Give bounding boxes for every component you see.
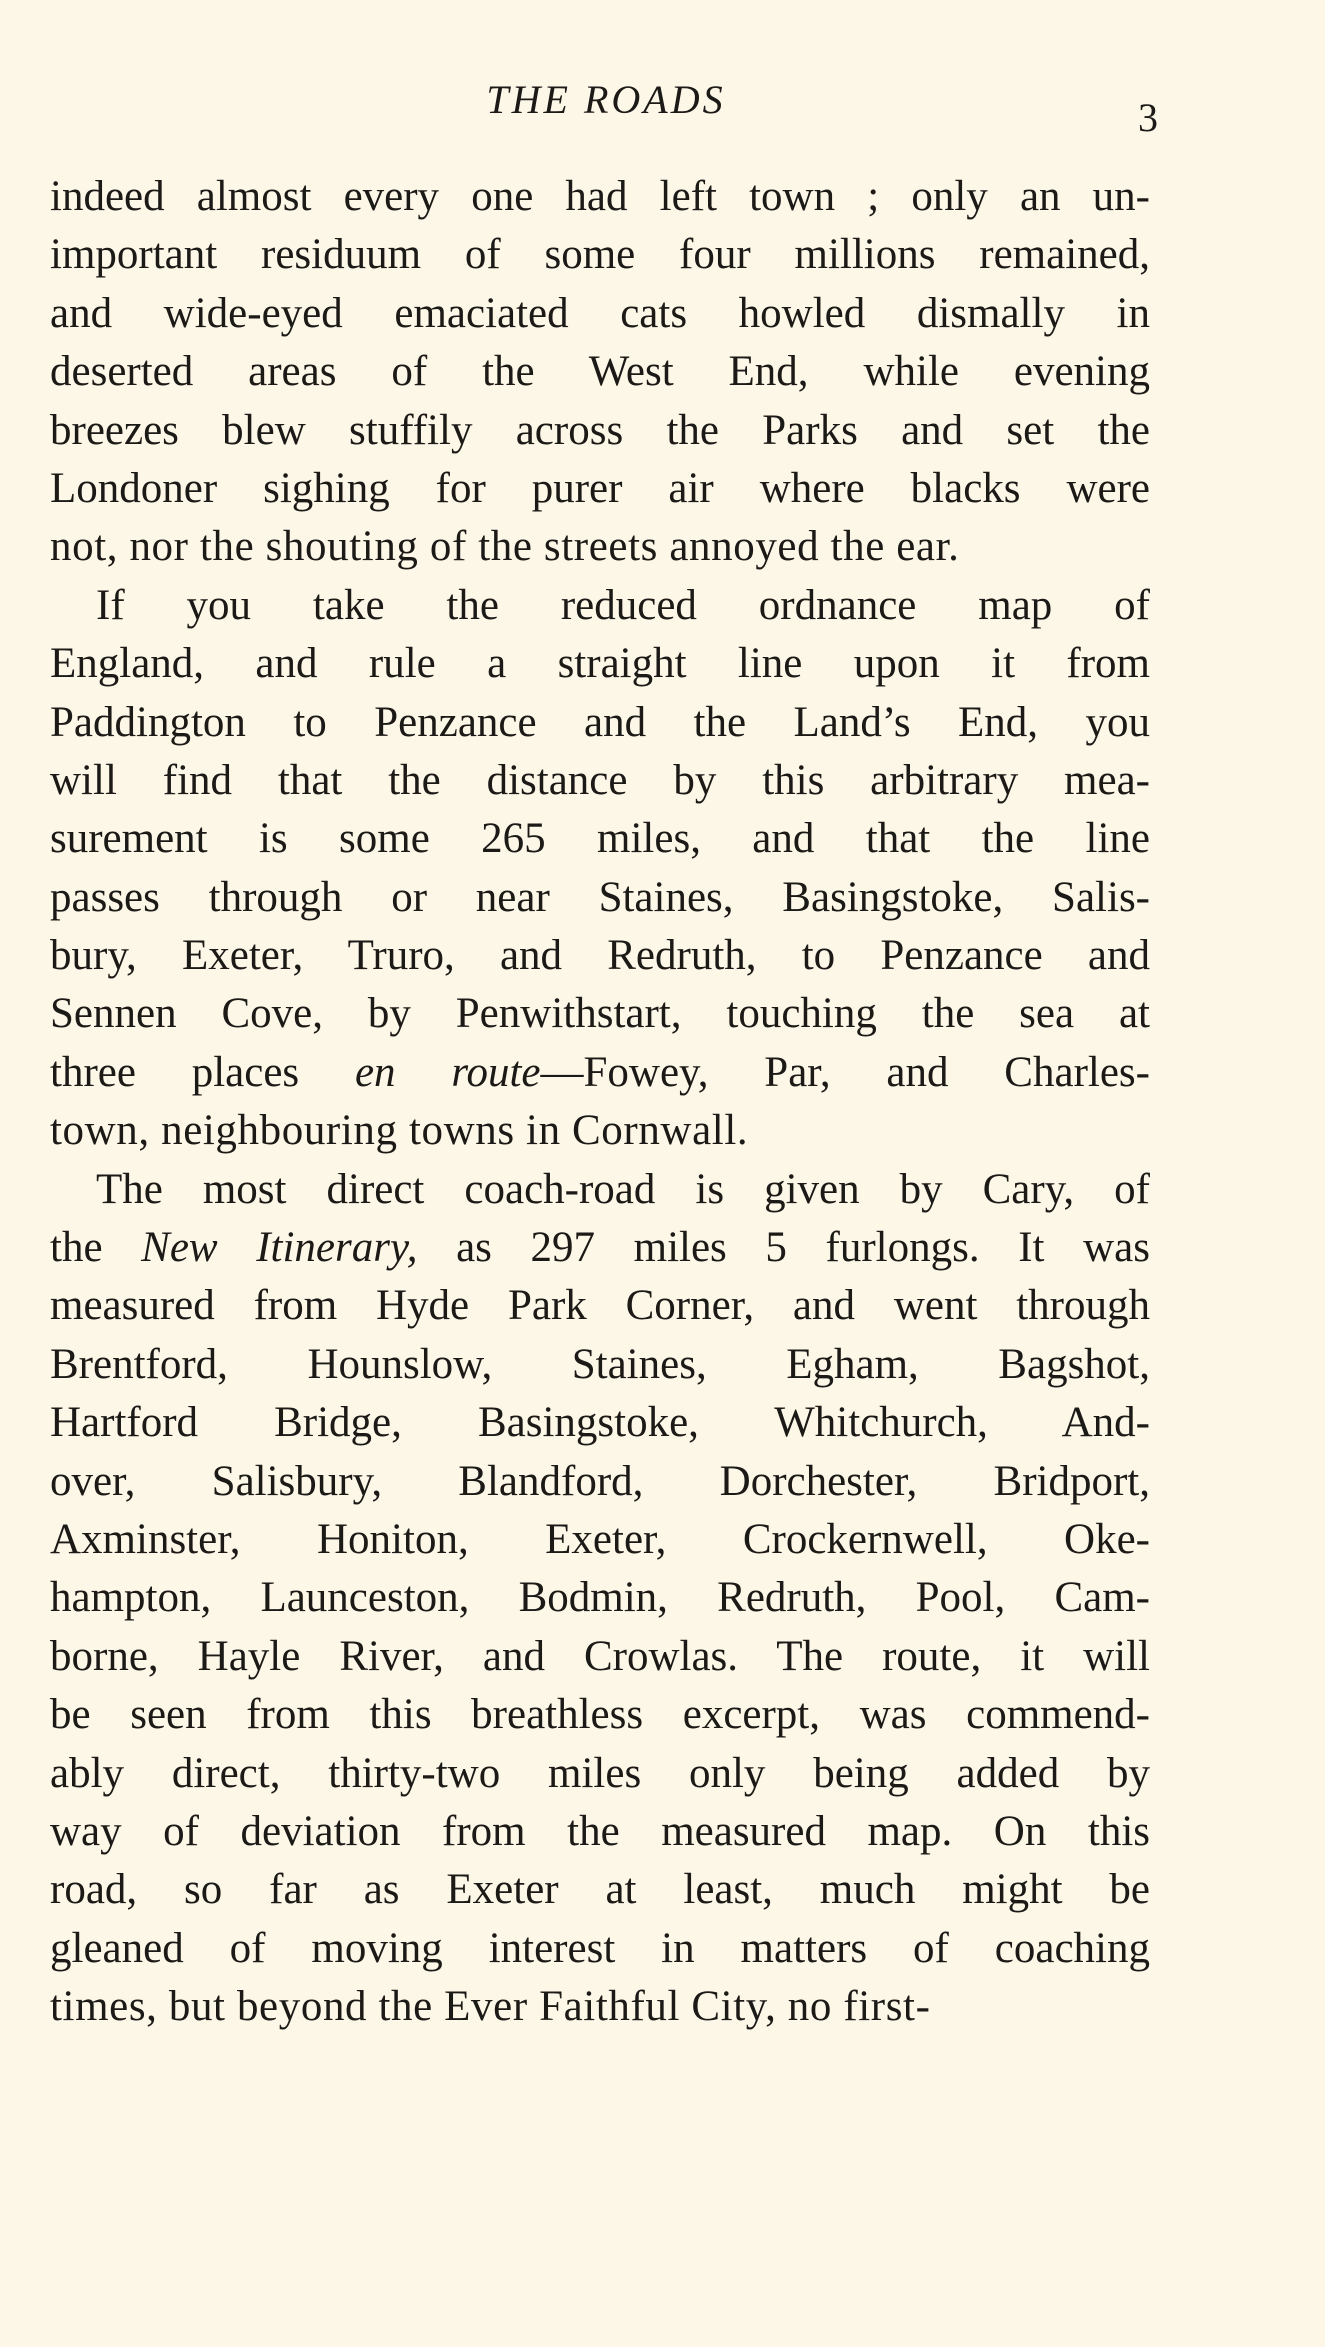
text-line: measured from Hyde Park Corner, and went through [50, 1282, 1150, 1330]
text-line: borne, Hayle River, and Crowlas. The route, it will [50, 1632, 1150, 1680]
text-line: Londoner sighing for purer air where blacks were [50, 464, 1150, 512]
running-head: THE ROADS [486, 77, 726, 122]
italic-phrase: New Itinerary, [141, 1224, 418, 1272]
text-line: Sennen Cove, by Penwithstart, touching the sea at [50, 990, 1150, 1038]
text-line: England, and rule a straight line upon it from [50, 640, 1150, 688]
text-line: Paddington to Penzance and the Land’s End, you [50, 698, 1150, 746]
text-line: deserted areas of the West End, while evening [50, 348, 1150, 396]
text-line: Brentford, Hounslow, Staines, Egham, Bagshot, [50, 1340, 1150, 1388]
text-line: gleaned of moving interest in matters of coaching [50, 1924, 1150, 1972]
paragraph [50, 577, 1150, 1161]
text-line: indeed almost every one had left town ; only an un- [50, 173, 1150, 220]
text-line: hampton, Launceston, Bodmin, Redruth, Pool, Cam- [50, 1574, 1150, 1622]
page-number: 3 [1138, 95, 1158, 140]
text-line: bury, Exeter, Truro, and Redruth, to Penzance and [50, 932, 1150, 980]
text-line: the New Itinerary, as 297 miles 5 furlongs. It was [50, 1224, 1150, 1272]
text-line: surement is some 265 miles, and that the line [50, 815, 1150, 863]
text-line: road, so far as Exeter at least, much might be [50, 1866, 1150, 1914]
text-line: will find that the distance by this arbitrary mea- [50, 756, 1150, 804]
text-line: The most direct coach-road is given by Cary, of [96, 1165, 1150, 1213]
text-line: passes through or near Staines, Basingstoke, Salis- [50, 873, 1150, 921]
text-line: be seen from this breathless excerpt, was commend- [50, 1691, 1150, 1739]
body-text [50, 168, 1150, 2037]
text-line: town, neighbouring towns in Cornwall. [50, 1107, 749, 1155]
text-line: ably direct, thirty-two miles only being added by [50, 1749, 1150, 1797]
text-line: not, nor the shouting of the streets annoyed the ear. [50, 523, 960, 571]
text-line: breezes blew stuffily across the Parks and set the [50, 406, 1150, 454]
text-line: and wide-eyed emaciated cats howled dismally in [50, 289, 1150, 337]
italic-phrase: en route [354, 1048, 541, 1096]
paragraph [50, 168, 1150, 577]
paragraph [50, 1161, 1150, 2037]
text-line: important residuum of some four millions remained, [50, 231, 1150, 279]
text-line: Hartford Bridge, Basingstoke, Whitchurch, And- [50, 1399, 1150, 1447]
text-line: If you take the reduced ordnance map of [96, 581, 1150, 629]
text-line: three places en route—Fowey, Par, and Charles- [50, 1048, 1150, 1096]
text-line: way of deviation from the measured map. On this [50, 1807, 1150, 1855]
text-line: times, but beyond the Ever Faithful City, no first- [50, 1983, 931, 2031]
text-line: Axminster, Honiton, Exeter, Crockernwell, Oke- [50, 1515, 1150, 1563]
text-line: over, Salisbury, Blandford, Dorchester, Bridport, [50, 1457, 1150, 1505]
